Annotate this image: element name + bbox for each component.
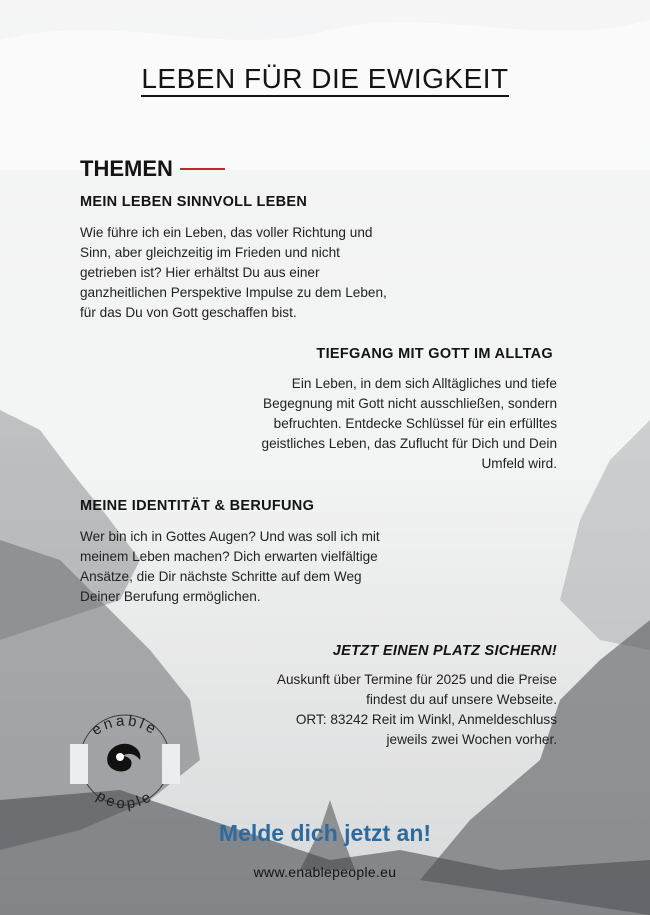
topic-heading-3: MEINE IDENTITÄT & BERUFUNG bbox=[80, 498, 315, 514]
wave-mark-icon bbox=[107, 744, 140, 772]
signup-cta[interactable]: Melde dich jetzt an! bbox=[218, 820, 432, 846]
signup-text: Auskunft über Termine für 2025 und die Preise findest du auf unsere Webseite. ORT: 83242 Reit im Winkl, Anmeldeschluss jeweils zwei Wochen vorher. bbox=[276, 672, 557, 747]
page-title: LEBEN FÜR DIE EWIGKEIT bbox=[0, 63, 650, 95]
enable-people-logo bbox=[60, 690, 190, 820]
svg-text:people bbox=[93, 787, 156, 812]
accent-line bbox=[180, 168, 225, 170]
topic-heading-1: MEIN LEBEN SINNVOLL LEBEN bbox=[80, 194, 308, 210]
logo-bottom-text: people bbox=[93, 787, 157, 813]
signup-heading: JETZT EINEN PLATZ SICHERN! bbox=[332, 643, 557, 659]
topic-text-2: Ein Leben, in dem sich Alltägliches und tiefe Begegnung mit Gott nicht ausschließen, sondern befruchten. Entdecke Schlüssel für ein erfülltes geistliches Leben, das Zuflucht für Dich und Dein Umfeld wird. bbox=[261, 376, 557, 471]
website-link[interactable]: www.enablepeople.eu bbox=[253, 864, 397, 880]
topic-heading-2: TIEFGANG MIT GOTT IM ALLTAG bbox=[316, 346, 553, 362]
logo-top-text: enable bbox=[88, 712, 162, 740]
topic-text-1: Wie führe ich ein Leben, das voller Richtung und Sinn, aber gleichzeitig im Frieden und nicht getrieben ist? Hier erhältst Du aus einer ganzheitlichen Perspektive Impulse zu dem Leben, für das Du von Gott geschaffen bist. bbox=[80, 225, 387, 320]
topic-text-3: Wer bin ich in Gottes Augen? Und was soll ich mit meinem Leben machen? Dich erwarten vielfältige Ansätze, die Dir nächste Schritte auf dem Weg Deiner Berufung ermöglichen. bbox=[80, 529, 380, 604]
svg-text:enable bbox=[89, 712, 162, 739]
section-heading: THEMEN bbox=[80, 156, 173, 181]
